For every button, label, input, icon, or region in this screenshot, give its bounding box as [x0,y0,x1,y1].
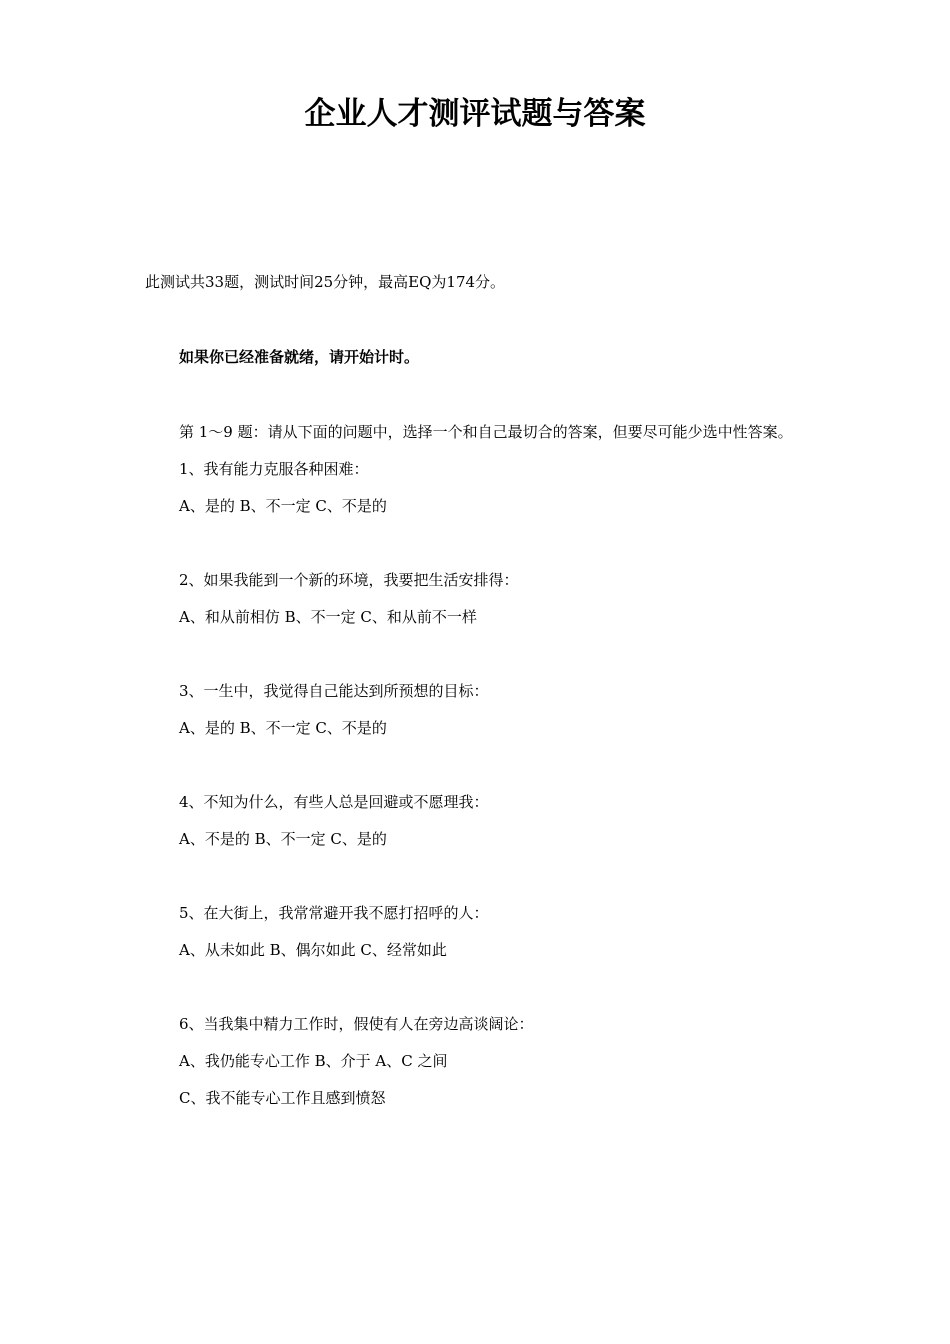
answer-options-1: A、是的 B、不一定 C、不是的 [179,497,387,515]
intro-text: 此测试共33题，测试时间25分钟，最高EQ为174分。 [145,273,506,291]
question-4: 4、不知为什么，有些人总是回避或不愿理我： [179,793,489,811]
question-1: 1、我有能力克服各种困难： [179,460,369,478]
ready-notice: 如果你已经准备就绪，请开始计时。 [179,348,420,366]
answer-options-6: A、我仍能专心工作 B、介于 A、C 之间 [179,1052,448,1070]
answer-options-3: A、是的 B、不一定 C、不是的 [179,719,387,737]
question-2: 2、如果我能到一个新的环境，我要把生活安排得： [179,571,519,589]
question-3: 3、一生中，我觉得自己能达到所预想的目标： [179,682,489,700]
question-5: 5、在大街上，我常常避开我不愿打招呼的人： [179,904,489,922]
answer-options-6-continued: C、我不能专心工作且感到愤怒 [179,1089,386,1107]
section-instruction: 第 1～9 题：请从下面的问题中，选择一个和自己最切合的答案，但要尽可能少选中性答案。 [179,423,793,441]
document-body [145,264,815,1117]
answer-options-5: A、从未如此 B、偶尔如此 C、经常如此 [179,941,447,959]
question-6: 6、当我集中精力工作时，假使有人在旁边高谈阔论： [179,1015,534,1033]
answer-options-2: A、和从前相仿 B、不一定 C、和从前不一样 [179,608,477,626]
document-title: 企业人才测评试题与答案 [304,96,646,132]
answer-options-4: A、不是的 B、不一定 C、是的 [179,830,387,848]
